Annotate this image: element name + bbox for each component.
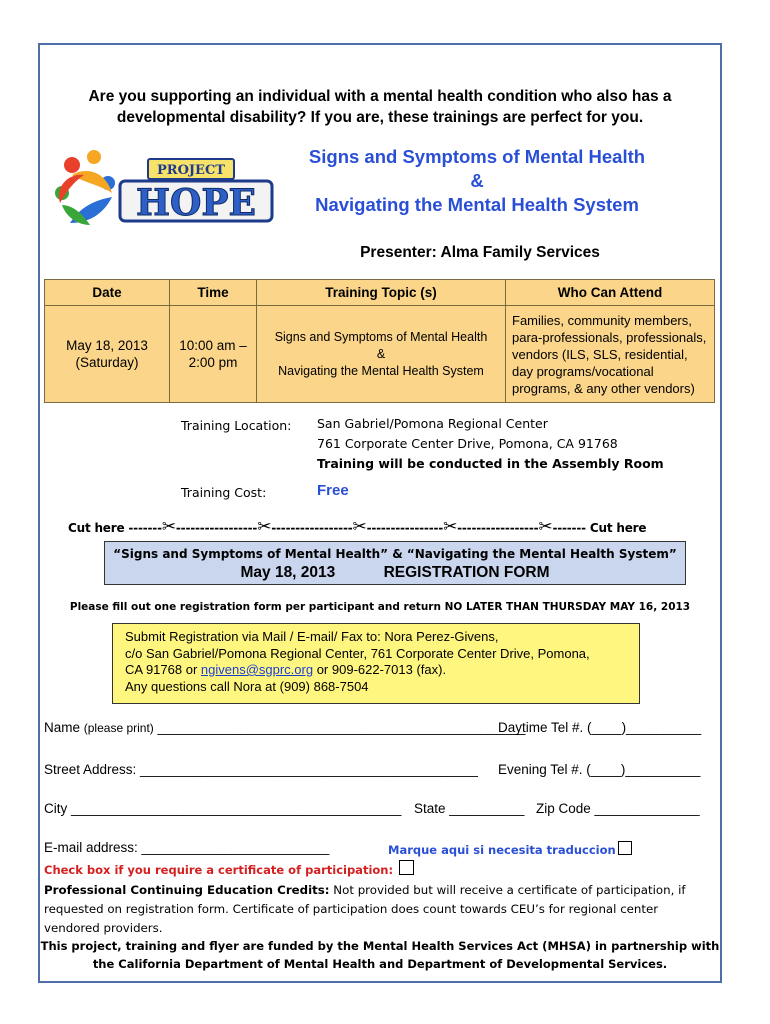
certificate-label: Check box if you require a certificate of participation: — [44, 863, 394, 877]
cut-here-left: Cut here — [68, 521, 125, 535]
schedule-table — [44, 279, 715, 403]
intro-line-2: developmental disability? If you are, these trainings are perfect for you. — [116, 109, 644, 126]
title-ampersand: & — [470, 170, 484, 191]
location-details — [317, 414, 664, 474]
schedule-row — [45, 306, 715, 403]
submit-line-3b: or 909-622-7013 (fax). — [313, 662, 447, 677]
funding-footer — [40, 937, 720, 973]
scissors-icon: ✂ — [257, 517, 272, 537]
location-label: Training Location: — [181, 418, 292, 433]
logo-project-text: PROJECT — [157, 163, 225, 178]
evening-tel-field[interactable]: Evening Tel #. (____)__________ — [498, 762, 701, 777]
footer-line-1: This project, training and flyer are funded by the Mental Health Services Act (MHSA) in partnership with — [40, 939, 720, 953]
submit-line-2: c/o San Gabriel/Pomona Regional Center, 761 Corporate Center Drive, Pomona, — [125, 645, 590, 661]
scissors-icon: ✂ — [538, 517, 553, 537]
registration-header — [104, 541, 686, 585]
translation-option — [388, 841, 632, 859]
translation-checkbox[interactable] — [618, 841, 632, 855]
header-date: Date — [45, 280, 170, 306]
topic-amp: & — [376, 346, 386, 361]
project-hope-logo — [50, 145, 276, 230]
location-line-2: 761 Corporate Center Drive, Pomona, CA 91768 — [317, 436, 618, 451]
day-value: (Saturday) — [75, 355, 139, 370]
time-start: 10:00 am – — [179, 338, 247, 353]
daytime-tel-field[interactable]: Daytime Tel #. (____)__________ — [498, 720, 702, 735]
pce-heading: Professional Continuing Education Credits: — [44, 883, 330, 897]
registration-form-title: REGISTRATION FORM — [383, 564, 550, 581]
cell-time — [170, 306, 257, 403]
cost-value: Free — [317, 482, 349, 499]
name-line: _________________________________________________ — [153, 720, 526, 735]
header-attend: Who Can Attend — [506, 280, 715, 306]
certificate-checkbox[interactable] — [399, 860, 414, 875]
name-label: Name — [44, 720, 84, 735]
training-titles — [282, 145, 672, 217]
pce-credits-note — [44, 881, 716, 938]
footer-line-2: the California Department of Mental Health and Department of Developmental Services. — [92, 957, 668, 971]
location-line-3: Training will be conducted in the Assembly Room — [317, 456, 664, 471]
time-end: 2:00 pm — [188, 355, 238, 370]
submit-line-4: Any questions call Nora at (909) 868-7504 — [125, 678, 369, 694]
registration-date: May 18, 2013 — [240, 564, 336, 581]
name-field[interactable] — [44, 720, 525, 735]
submit-line-3a: CA 91768 or — [125, 662, 201, 677]
header-time: Time — [170, 280, 257, 306]
topic-1: Signs and Symptoms of Mental Health — [274, 329, 488, 344]
attend-1: Families, community members, — [512, 312, 692, 328]
scissors-icon: ✂ — [352, 517, 367, 537]
logo-hope-text: HOPE — [136, 182, 256, 224]
schedule-header-row — [45, 280, 715, 306]
intro-heading — [40, 86, 720, 128]
submit-line-1: Submit Registration via Mail / E-mail/ Fax to: Nora Perez-Givens, — [125, 629, 499, 644]
date-value: May 18, 2013 — [66, 338, 148, 353]
city-field[interactable]: City ____________________________________________ — [44, 801, 402, 816]
certificate-option — [44, 860, 414, 879]
attend-4: day programs/vocational — [512, 363, 654, 379]
cut-here-right: Cut here — [589, 521, 647, 535]
attend-3: vendors (ILS, SLS, residential, — [512, 346, 688, 362]
cell-attend — [506, 306, 715, 403]
submit-instructions — [112, 623, 640, 704]
submit-line-3 — [125, 662, 639, 679]
registration-titles: “Signs and Symptoms of Mental Health” & “Navigating the Mental Health System” — [113, 547, 677, 561]
pce-text: Not provided but will receive a certificate of participation, if requested on registration form. Certificate of participation does count towards CEU’s for regional center vendored providers. — [44, 883, 686, 935]
cell-date — [45, 306, 170, 403]
street-address-field[interactable]: Street Address: _____________________________________________ — [44, 762, 478, 777]
presenter: Presenter: Alma Family Services — [360, 244, 600, 261]
attend-2: para-professionals, professionals, — [512, 329, 707, 345]
attend-5: programs, & any other vendors) — [512, 380, 695, 396]
fill-out-instructions: Please fill out one registration form per participant and return NO LATER THAN THURSDAY MAY 16, 2013 — [69, 601, 691, 613]
zip-field[interactable]: Zip Code ______________ — [536, 801, 700, 816]
intro-line-1: Are you supporting an individual with a mental health condition who also has a — [88, 88, 672, 105]
location-line-1: San Gabriel/Pomona Regional Center — [317, 416, 548, 431]
scissors-icon: ✂ — [443, 517, 458, 537]
scissors-icon: ✂ — [161, 517, 176, 537]
cut-line: Cut here -------✂-----------------✂-----------------✂----------------✂-----------------✂------- Cut here — [68, 517, 647, 537]
name-hint: (please print) — [83, 721, 154, 735]
topic-2: Navigating the Mental Health System — [278, 363, 484, 378]
email-link[interactable]: ngivens@sgprc.org — [200, 662, 314, 677]
email-field[interactable]: E-mail address: _________________________ — [44, 840, 330, 855]
translation-label: Marque aqui si necesita traduccion — [388, 843, 616, 857]
cost-label: Training Cost: — [181, 485, 267, 500]
title-line-1: Signs and Symptoms of Mental Health — [308, 146, 646, 167]
title-line-2: Navigating the Mental Health System — [315, 194, 639, 215]
state-field[interactable]: State __________ — [414, 801, 525, 816]
header-topic: Training Topic (s) — [257, 280, 506, 306]
cell-topic — [257, 306, 506, 403]
